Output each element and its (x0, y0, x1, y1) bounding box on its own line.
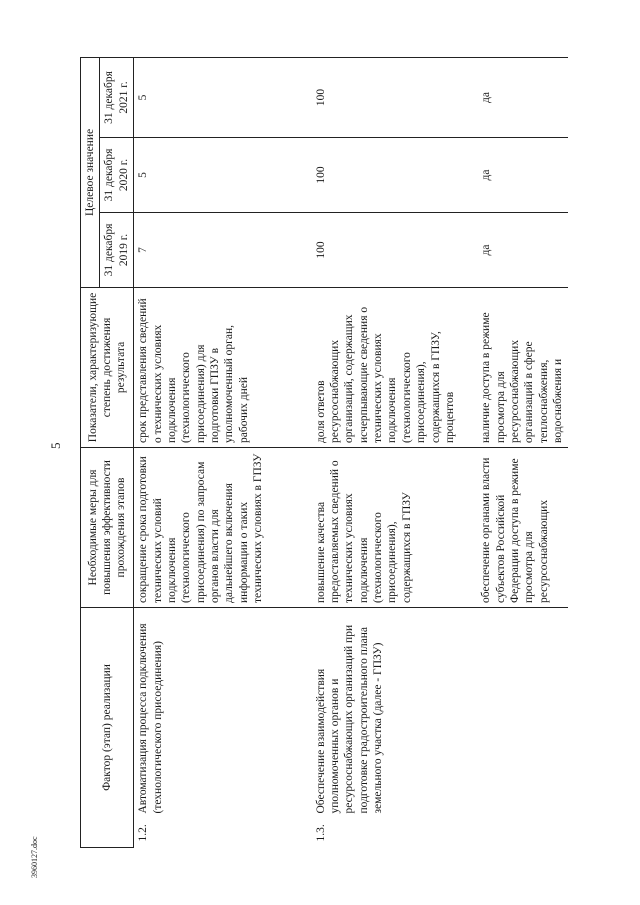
table-row (312, 57, 460, 847)
page-number: 5 (48, 442, 63, 449)
header-factor: Фактор (этап) реализации (81, 607, 134, 847)
table-row (477, 57, 567, 847)
header-date-2020: 31 декабря 2020 г. (100, 137, 134, 212)
measure-cell: сокращение срока подготовки технических условий подключения (технологического присоединения) по запросам органов власти для дальнейшего включения информации о таких технических условиях в ГПЗУ (134, 447, 268, 607)
header-measures: Необходимые меры для повышения эффективности прохождения этапов (81, 447, 134, 607)
value-2019: 7 (134, 212, 268, 287)
value-2020: 100 (312, 137, 460, 212)
table-row (134, 57, 268, 847)
factor-cell: Обеспечение взаимодействия уполномоченных органов и ресурсоснабжающих организаций при подготовке градостроительного плана земельного участка (далее - ГПЗУ) (312, 607, 460, 817)
value-2021: да (477, 57, 567, 137)
indicator-cell: срок представления сведений о технических условиях подключения (технологического присоединения) для подготовки ГПЗУ в уполномоченный орган, рабочих дней (134, 287, 268, 447)
header-indicators: Показатели, характеризующие степень достижения результата (81, 287, 134, 447)
table-row-spacer (268, 57, 312, 847)
value-2021: 5 (134, 57, 268, 137)
targets-table (80, 57, 568, 848)
value-2019: да (477, 212, 567, 287)
measure-cell: обеспечение органами власти субъектов Российской Федерации доступа в режиме просмотра для ресурсоснабжающих (477, 447, 567, 607)
row-number: 1.2. (137, 824, 150, 842)
value-2020: да (477, 137, 567, 212)
document-footer-code: 3960127.doc (30, 836, 39, 878)
header-date-2021: 31 декабря 2021 г. (100, 57, 134, 137)
header-target: Целевое значение (81, 57, 100, 287)
value-2020: 5 (134, 137, 268, 212)
measure-cell: повышение качества предоставляемых сведений о технических условиях подключения (технологического присоединения), содержащихся в ГПЗУ (312, 447, 460, 607)
row-number: 1.3. (314, 824, 327, 842)
rotated-table-sheet (80, 58, 605, 848)
value-2019: 100 (312, 212, 460, 287)
factor-cell: Автоматизация процесса подключения (технологического присоединения) (134, 607, 268, 817)
header-row-1 (81, 57, 100, 847)
value-2021: 100 (312, 57, 460, 137)
header-date-2019: 31 декабря 2019 г. (100, 212, 134, 287)
table-row-spacer (459, 57, 477, 847)
row-number (477, 818, 567, 848)
indicator-cell: наличие доступа в режиме просмотра для ресурсоснабжающих организаций в сфере теплоснабжения, водоснабжения и (477, 287, 567, 447)
indicator-cell: доля ответов ресурсоснабжающих организаций, содержащих исчерпывающие сведения о технических условиях подключения (технологического присоединения), содержащихся в ГПЗУ, процентов (312, 287, 460, 447)
factor-cell (477, 607, 567, 817)
